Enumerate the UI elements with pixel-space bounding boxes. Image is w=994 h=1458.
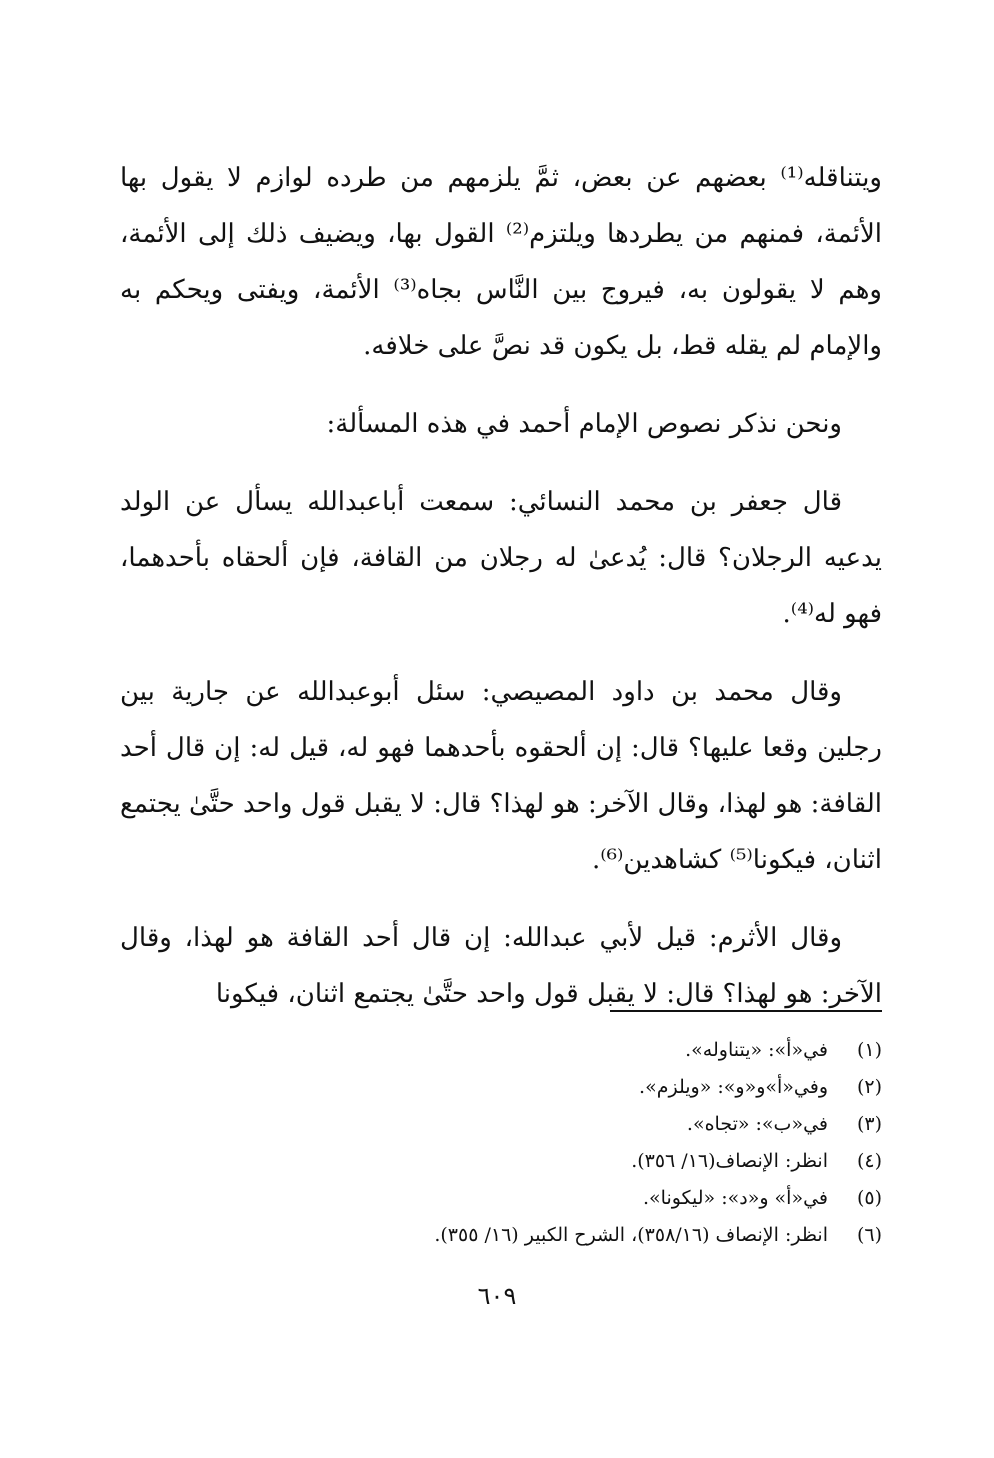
- footnote-number: (٥): [856, 1187, 882, 1209]
- footnote-2: [242, 1069, 882, 1106]
- footnote-number: (٦): [856, 1224, 882, 1246]
- paragraph-4: وقال محمد بن داود المصيصي: سئل أبوعبدالله عن جارية بين رجلين وقعا عليها؟ قال: إن ألحقوه بأحدهما فهو له، قيل له: إن قال أحد القافة: هو لهذا، وقال الآخر: هو لهذا؟ قال: لا يقبل قول واحد حتَّىٰ يجتمع اثنان، فيكونا⁽⁵⁾ كشاهدين⁽⁶⁾.: [120, 677, 882, 875]
- footnote-6: [242, 1217, 882, 1254]
- footnote-text: انظر: الإنصاف(١٦/ ٣٥٦).: [631, 1150, 828, 1172]
- footnote-1: [242, 1032, 882, 1069]
- footnote-5: [242, 1180, 882, 1217]
- main-text: [120, 150, 882, 1022]
- footnote-divider: [610, 1010, 882, 1012]
- footnote-number: (٢): [856, 1076, 882, 1098]
- footnote-number: (١): [856, 1039, 882, 1061]
- paragraph-1: ويتناقله⁽¹⁾ بعضهم عن بعض، ثمَّ يلزمهم من طرده لوازم لا يقول بها الأئمة، فمنهم من يطردها ويلتزم⁽²⁾ القول بها، ويضيف ذلك إلى الأئمة، وهم لا يقولون به، فيروج بين النَّاس بجاه⁽³⁾ الأئمة، ويفتى ويحكم به والإمام لم يقله قط، بل يكون قد نصَّ على خلافه.: [120, 163, 882, 361]
- footnote-4: [242, 1143, 882, 1180]
- page-number: ٦٠٩: [477, 1282, 517, 1310]
- footnote-3: [242, 1106, 882, 1143]
- footnote-text: في«ب»: «تجاه».: [686, 1113, 828, 1135]
- footnotes: [242, 1032, 882, 1254]
- footnote-text: وفي«أ»و«و»: «ويلزم».: [639, 1076, 828, 1098]
- footnote-text: في«أ»: «يتناوله».: [685, 1039, 828, 1061]
- footnote-number: (٤): [856, 1150, 882, 1172]
- footnote-text: انظر: الإنصاف (٣٥٨/١٦)، الشرح الكبير (١٦/ ٣٥٥).: [434, 1224, 828, 1246]
- paragraph-3: قال جعفر بن محمد النسائي: سمعت أباعبدالله يسأل عن الولد يدعيه الرجلان؟ قال: يُدعىٰ له رجلان من القافة، فإن ألحقاه بأحدهما، فهو له⁽⁴⁾.: [120, 487, 882, 629]
- footnote-text: في«أ» و«د»: «ليكونا».: [642, 1187, 828, 1209]
- footnote-number: (٣): [856, 1113, 882, 1135]
- paragraph-2: ونحن نذكر نصوص الإمام أحمد في هذه المسألة:: [326, 409, 842, 439]
- paragraph-5: وقال الأثرم: قيل لأبي عبدالله: إن قال أحد القافة هو لهذا، وقال الآخر: هو لهذا؟ قال: لا يقبل قول واحد حتَّىٰ يجتمع اثنان، فيكونا: [120, 923, 882, 1009]
